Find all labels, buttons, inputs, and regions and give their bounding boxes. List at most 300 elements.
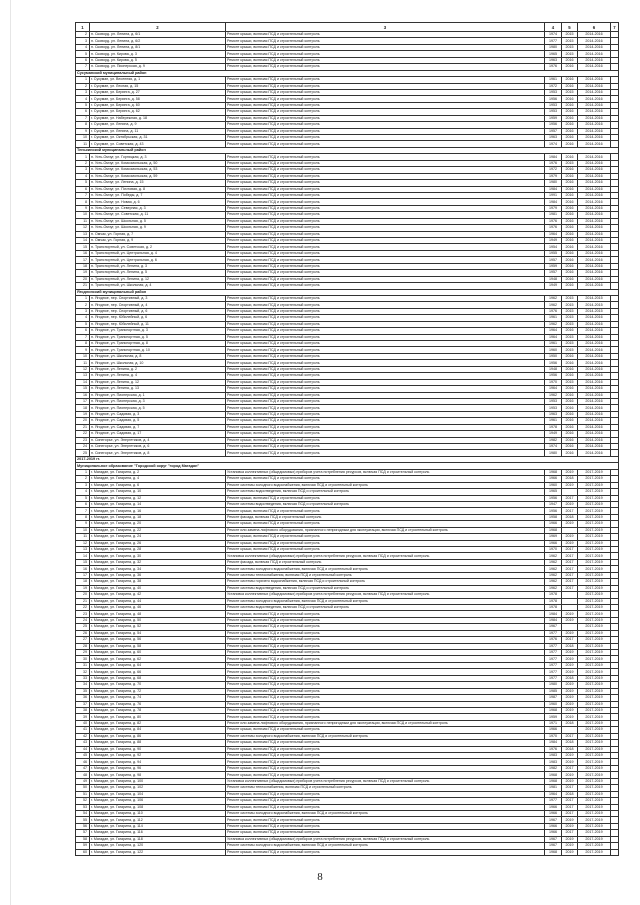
address-cell: г. Магадан, ул. Гагарина, д. 72: [90, 688, 226, 694]
work-type-cell: Ремонт крыши, включая ПСД и строительный контроль: [226, 772, 545, 778]
period-cell: 2014-2016: [578, 334, 611, 340]
period-cell: 2014-2016: [578, 212, 611, 218]
repair-year-cell: 2016: [562, 173, 578, 179]
year-built-cell: 1984: [545, 611, 562, 617]
row-number-cell: 11: [76, 218, 90, 224]
repair-year-cell: 2016: [562, 257, 578, 263]
period-cell: 2017-2019: [578, 624, 611, 630]
address-cell: г. Магадан, ул. Гагарина, д. 108: [90, 804, 226, 810]
work-type-cell: Ремонт крыши, включая ПСД и строительный контроль: [226, 630, 545, 636]
year-built-cell: 1948: [545, 366, 562, 372]
year-built-cell: 1954: [545, 244, 562, 250]
repair-year-cell: 2016: [562, 192, 578, 198]
work-type-cell: Ремонт крыши, включая ПСД и строительный контроль: [226, 431, 545, 437]
address-cell: п. Транспортный, ул. Советская, д. 2: [90, 244, 226, 250]
period-cell: 2014-2016: [578, 424, 611, 430]
repair-year-cell: 2019: [562, 650, 578, 656]
work-type-cell: Ремонт крыши, включая ПСД и строительный контроль: [226, 308, 545, 314]
row-number-cell: 11: [76, 360, 90, 366]
address-cell: г. Сусуман, ул. Набережная, д. 18: [90, 115, 226, 121]
year-built-cell: 1948: [545, 276, 562, 282]
address-cell: г. Магадан, ул. Гагарина, д. 96: [90, 765, 226, 771]
year-built-cell: 1966: [545, 804, 562, 810]
work-type-cell: Ремонт крыши, включая ПСД и строительный контроль: [226, 823, 545, 829]
row-number-cell: 18: [76, 263, 90, 269]
row-number-cell: 13: [76, 373, 90, 379]
year-built-cell: 1968: [545, 527, 562, 533]
year-built-cell: 1962: [545, 302, 562, 308]
period-cell: 2017-2019: [578, 617, 611, 623]
row-number-cell: 15: [76, 386, 90, 392]
work-type-cell: Ремонт системы водоотведения, включая ПСД и строительный контроль: [226, 604, 545, 610]
year-built-cell: 1982: [545, 437, 562, 443]
repair-year-cell: 2016: [562, 167, 578, 173]
row-number-cell: 58: [76, 836, 90, 842]
period-cell: 2014-2016: [578, 89, 611, 95]
row-number-cell: 3: [76, 38, 90, 44]
repair-year-cell: 2015: [562, 315, 578, 321]
year-built-cell: 1967: [545, 624, 562, 630]
address-cell: п. Ягодное, ул. Ленина, д. 12: [90, 379, 226, 385]
period-cell: 2017-2019: [578, 688, 611, 694]
period-cell: 2017-2019: [578, 592, 611, 598]
period-cell: 2017-2019: [578, 740, 611, 746]
year-built-cell: 1957: [545, 257, 562, 263]
row-number-cell: 29: [76, 650, 90, 656]
period-cell: 2014-2016: [578, 57, 611, 63]
address-cell: п. Омчак, ул. Горная, д. 9: [90, 238, 226, 244]
address-cell: г. Магадан, ул. Гагарина, д. 122: [90, 849, 226, 855]
address-cell: п. Усть-Омчуг, ул. Горняцкая, д. 3: [90, 154, 226, 160]
repair-year-cell: 2016: [562, 83, 578, 89]
repair-year-cell: 2016: [562, 411, 578, 417]
repair-year-cell: 2019: [562, 540, 578, 546]
row-number-cell: 20: [76, 592, 90, 598]
repair-program-table: [75, 22, 619, 856]
period-cell: 2017-2019: [578, 682, 611, 688]
row-number-cell: 9: [76, 128, 90, 134]
work-type-cell: Ремонт крыши, включая ПСД и строительный контроль: [226, 791, 545, 797]
address-cell: г. Магадан, ул. Гагарина, д. 94: [90, 759, 226, 765]
row-number-cell: 49: [76, 778, 90, 784]
year-built-cell: 1977: [545, 643, 562, 649]
year-built-cell: 1960: [545, 701, 562, 707]
row-number-cell: 19: [76, 411, 90, 417]
repair-year-cell: 2016: [562, 135, 578, 141]
period-cell: 2017-2019: [578, 540, 611, 546]
work-type-cell: Ремонт крыши, включая ПСД и строительный контроль: [226, 141, 545, 147]
work-type-cell: Ремонт крыши, включая ПСД и строительный контроль: [226, 804, 545, 810]
address-cell: г. Магадан, ул. Гагарина, д. 74: [90, 695, 226, 701]
row-number-cell: 40: [76, 720, 90, 726]
period-cell: 2014-2016: [578, 122, 611, 128]
row-number-cell: 54: [76, 810, 90, 816]
period-cell: 2014-2016: [578, 205, 611, 211]
year-built-cell: 1968: [545, 469, 562, 475]
repair-year-cell: 2016: [562, 398, 578, 404]
work-type-cell: Ремонт крыши, включая ПСД и строительный контроль: [226, 373, 545, 379]
address-cell: п. Ягодное, ул. Транспортная, д. 5: [90, 334, 226, 340]
address-cell: п. Ягодное, пер. Спортивный, д. 3: [90, 295, 226, 301]
row-number-cell: 50: [76, 785, 90, 791]
work-type-cell: Ремонт крыши, включая ПСД и строительный контроль: [226, 51, 545, 57]
work-type-cell: Ремонт крыши, включая ПСД и строительный контроль: [226, 154, 545, 160]
work-type-cell: Ремонт крыши, включая ПСД и строительный контроль: [226, 115, 545, 121]
work-type-cell: Ремонт или замена лифтового оборудования, признанного непригодным для эксплуатации, включая ПСД и строительный контроль: [226, 720, 545, 726]
period-cell: 2017-2019: [578, 476, 611, 482]
address-cell: г. Магадан, ул. Гагарина, д. 42: [90, 592, 226, 598]
year-built-cell: 1950: [545, 353, 562, 359]
period-cell: 2017-2019: [578, 650, 611, 656]
address-cell: г. Магадан, ул. Гагарина, д. 90: [90, 746, 226, 752]
period-cell: 2017-2019: [578, 753, 611, 759]
year-built-cell: 1984: [545, 740, 562, 746]
header-cell-1: 1: [76, 23, 90, 32]
work-type-cell: Ремонт крыши, включая ПСД и строительный контроль: [226, 682, 545, 688]
year-built-cell: 1961: [545, 77, 562, 83]
repair-year-cell: 2019: [562, 688, 578, 694]
row-number-cell: 45: [76, 753, 90, 759]
row-number-cell: 7: [76, 192, 90, 198]
year-built-cell: 1974: [545, 141, 562, 147]
year-built-cell: 1964: [545, 328, 562, 334]
address-cell: г. Магадан, ул. Гагарина, д. 86: [90, 733, 226, 739]
year-built-cell: 1949: [545, 238, 562, 244]
row-number-cell: 59: [76, 843, 90, 849]
row-number-cell: 9: [76, 205, 90, 211]
year-built-cell: 1956: [545, 508, 562, 514]
row-number-cell: 32: [76, 669, 90, 675]
address-cell: п. Усть-Омчуг, ул. Победы, д. 7: [90, 192, 226, 198]
work-type-cell: Ремонт крыши, включая ПСД и строительный контроль: [226, 276, 545, 282]
address-cell: г. Магадан, ул. Гагарина, д. 30: [90, 553, 226, 559]
row-number-cell: 26: [76, 630, 90, 636]
row-number-cell: 22: [76, 604, 90, 610]
period-cell: 2017-2019: [578, 830, 611, 836]
row-number-cell: 2: [76, 83, 90, 89]
year-built-cell: 1970: [545, 379, 562, 385]
period-cell: 2014-2016: [578, 398, 611, 404]
work-type-cell: Ремонт крыши, включая ПСД и строительный контроль: [226, 89, 545, 95]
section-title: 2017-2019 гг.: [76, 456, 619, 462]
year-built-cell: 1980: [545, 180, 562, 186]
period-cell: 2014-2016: [578, 263, 611, 269]
work-type-cell: Ремонт крыши, включая ПСД и строительный контроль: [226, 122, 545, 128]
work-type-cell: Ремонт системы холодного водоснабжения, включая ПСД и строительный контроль: [226, 482, 545, 488]
repair-year-cell: 2017: [562, 785, 578, 791]
year-built-cell: 1977: [545, 669, 562, 675]
repair-year-cell: 2015: [562, 295, 578, 301]
address-cell: п. Усть-Омчуг, ул. Почтовая, д. 8: [90, 186, 226, 192]
period-cell: 2017-2019: [578, 604, 611, 610]
year-built-cell: 1977: [545, 798, 562, 804]
year-built-cell: 1963: [545, 411, 562, 417]
repair-year-cell: 2016: [562, 263, 578, 269]
row-number-cell: 2: [76, 32, 90, 38]
work-type-cell: Ремонт крыши, включая ПСД и строительный контроль: [226, 411, 545, 417]
work-type-cell: Ремонт крыши, включая ПСД и строительный контроль: [226, 444, 545, 450]
row-number-cell: 7: [76, 64, 90, 70]
period-cell: 2014-2016: [578, 135, 611, 141]
period-cell: 2014-2016: [578, 347, 611, 353]
row-number-cell: 10: [76, 135, 90, 141]
period-cell: 2014-2016: [578, 270, 611, 276]
repair-year-cell: 2019: [562, 662, 578, 668]
year-built-cell: 1964: [545, 386, 562, 392]
work-type-cell: Ремонт крыши, включая ПСД и строительный контроль: [226, 347, 545, 353]
address-cell: п. Ягодное, ул. Пионерская, д. 1: [90, 392, 226, 398]
row-number-cell: 2: [76, 160, 90, 166]
address-cell: г. Магадан, ул. Гагарина, д. 92: [90, 753, 226, 759]
period-cell: 2014-2016: [578, 173, 611, 179]
row-number-cell: 38: [76, 707, 90, 713]
repair-year-cell: 2016: [562, 231, 578, 237]
work-type-cell: Ремонт крыши, включая ПСД и строительный контроль: [226, 534, 545, 540]
period-cell: 2014-2016: [578, 379, 611, 385]
work-type-cell: Ремонт крыши, включая ПСД и строительный контроль: [226, 334, 545, 340]
work-type-cell: Ремонт крыши, включая ПСД и строительный контроль: [226, 688, 545, 694]
repair-year-cell: 2015: [562, 347, 578, 353]
repair-year-cell: 2017: [562, 553, 578, 559]
repair-year-cell: 2016: [562, 109, 578, 115]
work-type-cell: Ремонт крыши, включая ПСД и строительный контроль: [226, 212, 545, 218]
year-built-cell: 1964: [545, 231, 562, 237]
address-cell: п. Ягодное, пер. Юбилейный, д. 11: [90, 321, 226, 327]
year-built-cell: 1977: [545, 656, 562, 662]
row-number-cell: 7: [76, 334, 90, 340]
row-number-cell: 21: [76, 424, 90, 430]
address-cell: п. Ягодное, ул. Школьная, д. 8: [90, 353, 226, 359]
period-cell: 2014-2016: [578, 238, 611, 244]
row-number-cell: 14: [76, 553, 90, 559]
address-cell: г. Магадан, ул. Гагарина, д. 26: [90, 540, 226, 546]
row-number-cell: 9: [76, 347, 90, 353]
row-number-cell: 43: [76, 740, 90, 746]
year-built-cell: 1966: [545, 476, 562, 482]
period-cell: 2014-2016: [578, 283, 611, 289]
address-cell: п. Омчак, ул. Горная, д. 7: [90, 231, 226, 237]
period-cell: 2017-2019: [578, 495, 611, 501]
year-built-cell: 1972: [545, 83, 562, 89]
address-cell: п. Ягодное, ул. Транспортная, д. 10: [90, 347, 226, 353]
year-built-cell: 1958: [545, 514, 562, 520]
address-cell: п. Ягодное, ул. Садовая, д. 7: [90, 424, 226, 430]
address-cell: г. Магадан, ул. Гагарина, д. 66: [90, 669, 226, 675]
work-type-cell: Ремонт крыши, включая ПСД и строительный контроль: [226, 656, 545, 662]
address-cell: г. Магадан, ул. Гагарина, д. 32: [90, 559, 226, 565]
year-built-cell: 1966: [545, 823, 562, 829]
period-cell: 2014-2016: [578, 32, 611, 38]
repair-year-cell: 2016: [562, 115, 578, 121]
row-number-cell: 1: [76, 154, 90, 160]
address-cell: г. Магадан, ул. Гагарина, д. 102: [90, 785, 226, 791]
year-built-cell: 1949: [545, 431, 562, 437]
period-cell: 2014-2016: [578, 431, 611, 437]
address-cell: п. Транспортный, ул. Ленина, д. 5: [90, 270, 226, 276]
repair-year-cell: 2017: [562, 830, 578, 836]
row-number-cell: 48: [76, 772, 90, 778]
work-type-cell: Ремонт крыши, включая ПСД и строительный контроль: [226, 695, 545, 701]
row-number-cell: 53: [76, 804, 90, 810]
row-number-cell: 6: [76, 109, 90, 115]
address-cell: п. Транспортный, ул. Школьная, д. 4: [90, 283, 226, 289]
row-number-cell: 21: [76, 283, 90, 289]
year-built-cell: 1962: [545, 572, 562, 578]
year-built-cell: 1959: [545, 115, 562, 121]
address-cell: г. Магадан, ул. Гагарина, д. 38: [90, 579, 226, 585]
section-title: Тенькинский муниципальный район: [76, 147, 619, 153]
row-number-cell: 24: [76, 444, 90, 450]
year-built-cell: 1960: [545, 347, 562, 353]
row-number-cell: 46: [76, 759, 90, 765]
period-cell: 2017-2019: [578, 553, 611, 559]
period-cell: 2014-2016: [578, 199, 611, 205]
work-type-cell: Ремонт крыши, включая ПСД и строительный контроль: [226, 360, 545, 366]
period-cell: 2014-2016: [578, 180, 611, 186]
period-cell: 2017-2019: [578, 765, 611, 771]
period-cell: 2014-2016: [578, 154, 611, 160]
period-cell: 2014-2016: [578, 77, 611, 83]
year-built-cell: 1978: [545, 598, 562, 604]
row-number-cell: 6: [76, 328, 90, 334]
row-number-cell: 13: [76, 547, 90, 553]
period-cell: 2017-2019: [578, 772, 611, 778]
period-cell: 2017-2019: [578, 662, 611, 668]
work-type-cell: Ремонт крыши, включая ПСД и строительный контроль: [226, 540, 545, 546]
address-cell: п. Ягодное, ул. Пионерская, д. 5: [90, 405, 226, 411]
repair-year-cell: 2016: [562, 431, 578, 437]
address-cell: г. Магадан, ул. Гагарина, д. 56: [90, 637, 226, 643]
address-cell: г. Магадан, ул. Гагарина, д. 46: [90, 604, 226, 610]
address-cell: г. Магадан, ул. Гагарина, д. 98: [90, 772, 226, 778]
address-cell: г. Магадан, ул. Гагарина, д. 28: [90, 547, 226, 553]
work-type-cell: Ремонт системы горячего водоснабжения, включая ПСД и строительный контроль: [226, 579, 545, 585]
repair-year-cell: 2016: [562, 276, 578, 282]
work-type-cell: Установка коллективных (общедомовых) приборов учета потребления ресурсов, включая ПСД и строительный контроль: [226, 592, 545, 598]
repair-year-cell: 2019: [562, 836, 578, 842]
period-cell: 2017-2019: [578, 810, 611, 816]
year-built-cell: 1983: [545, 759, 562, 765]
repair-year-cell: 2019: [562, 753, 578, 759]
work-type-cell: Ремонт крыши, включая ПСД и строительный контроль: [226, 244, 545, 250]
row-number-cell: 27: [76, 637, 90, 643]
period-cell: 2014-2016: [578, 437, 611, 443]
work-type-cell: Ремонт крыши, включая ПСД и строительный контроль: [226, 759, 545, 765]
work-type-cell: Ремонт или замена лифтового оборудования, признанного непригодным для эксплуатации, включая ПСД и строительный контроль: [226, 527, 545, 533]
row-number-cell: 5: [76, 321, 90, 327]
row-number-cell: 16: [76, 566, 90, 572]
row-number-cell: 1: [76, 77, 90, 83]
period-cell: 2017-2019: [578, 746, 611, 752]
work-type-cell: Ремонт крыши, включая ПСД и строительный контроль: [226, 547, 545, 553]
period-cell: 2014-2016: [578, 115, 611, 121]
work-type-cell: Ремонт системы холодного водоснабжения, включая ПСД и строительный контроль: [226, 810, 545, 816]
work-type-cell: Ремонт крыши, включая ПСД и строительный контроль: [226, 707, 545, 713]
period-cell: 2017-2019: [578, 630, 611, 636]
year-built-cell: 1980: [545, 44, 562, 50]
year-built-cell: 1966: [545, 540, 562, 546]
year-built-cell: 1976: [545, 64, 562, 70]
row-number-cell: 4: [76, 173, 90, 179]
repair-year-cell: 2018: [562, 791, 578, 797]
repair-year-cell: 2016: [562, 366, 578, 372]
year-built-cell: 1956: [545, 96, 562, 102]
repair-year-cell: 2017: [562, 566, 578, 572]
repair-year-cell: 2018: [562, 476, 578, 482]
year-built-cell: 1985: [545, 688, 562, 694]
period-cell: 2014-2016: [578, 315, 611, 321]
repair-year-cell: 2019: [562, 611, 578, 617]
year-built-cell: 1978: [545, 604, 562, 610]
work-type-cell: Ремонт крыши, включая ПСД и строительный контроль: [226, 44, 545, 50]
row-number-cell: 2: [76, 302, 90, 308]
work-type-cell: Ремонт крыши, включая ПСД и строительный контроль: [226, 186, 545, 192]
work-type-cell: Установка коллективных (общедомовых) приборов учета потребления ресурсов, включая ПСД и строительный контроль: [226, 553, 545, 559]
address-cell: п. Усть-Омчуг, ул. Комсомольская, д. 53: [90, 167, 226, 173]
address-cell: г. Магадан, ул. Гагарина, д. 14: [90, 501, 226, 507]
work-type-cell: Ремонт крыши, включая ПСД и строительный контроль: [226, 424, 545, 430]
address-cell: г. Магадан, ул. Гагарина, д. 24: [90, 534, 226, 540]
period-cell: 2014-2016: [578, 218, 611, 224]
repair-year-cell: 2018: [562, 746, 578, 752]
row-number-cell: 41: [76, 727, 90, 733]
year-built-cell: 1968: [545, 707, 562, 713]
work-type-cell: Ремонт крыши, включая ПСД и строительный контроль: [226, 96, 545, 102]
address-cell: п. Ягодное, ул. Садовая, д. 5: [90, 418, 226, 424]
period-cell: 2017-2019: [578, 701, 611, 707]
year-built-cell: 1962: [545, 295, 562, 301]
period-cell: 2014-2016: [578, 250, 611, 256]
repair-year-cell: 2018: [562, 675, 578, 681]
year-built-cell: 1978: [545, 592, 562, 598]
work-type-cell: Ремонт крыши, включая ПСД и строительный контроль: [226, 669, 545, 675]
address-cell: г. Магадан, ул. Гагарина, д. 82: [90, 720, 226, 726]
period-cell: 2014-2016: [578, 276, 611, 282]
work-type-cell: Ремонт крыши, включая ПСД и строительный контроль: [226, 675, 545, 681]
row-number-cell: 15: [76, 244, 90, 250]
year-built-cell: 1970: [545, 733, 562, 739]
repair-year-cell: 2015: [562, 51, 578, 57]
period-cell: 2017-2019: [578, 695, 611, 701]
address-cell: г. Магадан, ул. Гагарина, д. 34: [90, 566, 226, 572]
repair-year-cell: 2015: [562, 302, 578, 308]
repair-year-cell: 2018: [562, 720, 578, 726]
year-built-cell: 1977: [545, 650, 562, 656]
address-cell: г. Магадан, ул. Гагарина, д. 52: [90, 624, 226, 630]
repair-year-cell: 2019: [562, 823, 578, 829]
repair-year-cell: 2017: [562, 765, 578, 771]
period-cell: 2017-2019: [578, 598, 611, 604]
period-cell: 2017-2019: [578, 720, 611, 726]
repair-year-cell: 2016: [562, 270, 578, 276]
address-cell: п. Синегорье, ул. Энергетиков, д. 6: [90, 444, 226, 450]
address-cell: г. Магадан, ул. Гагарина, д. 88: [90, 740, 226, 746]
row-number-cell: 14: [76, 238, 90, 244]
year-built-cell: 1967: [545, 836, 562, 842]
work-type-cell: Ремонт крыши, включая ПСД и строительный контроль: [226, 366, 545, 372]
header-cell-4: 4: [545, 23, 562, 32]
work-type-cell: Ремонт крыши, включая ПСД и строительный контроль: [226, 270, 545, 276]
repair-year-cell: 2016: [562, 418, 578, 424]
year-built-cell: 1959: [545, 714, 562, 720]
repair-year-cell: 2017: [562, 547, 578, 553]
address-cell: п. Усть-Омчуг, ул. Новая, д. 6: [90, 199, 226, 205]
address-cell: г. Магадан, ул. Гагарина, д. 118: [90, 836, 226, 842]
row-number-cell: 23: [76, 437, 90, 443]
address-cell: г. Магадан, ул. Гагарина, д. 78: [90, 707, 226, 713]
year-built-cell: 1979: [545, 205, 562, 211]
row-number-cell: 21: [76, 598, 90, 604]
